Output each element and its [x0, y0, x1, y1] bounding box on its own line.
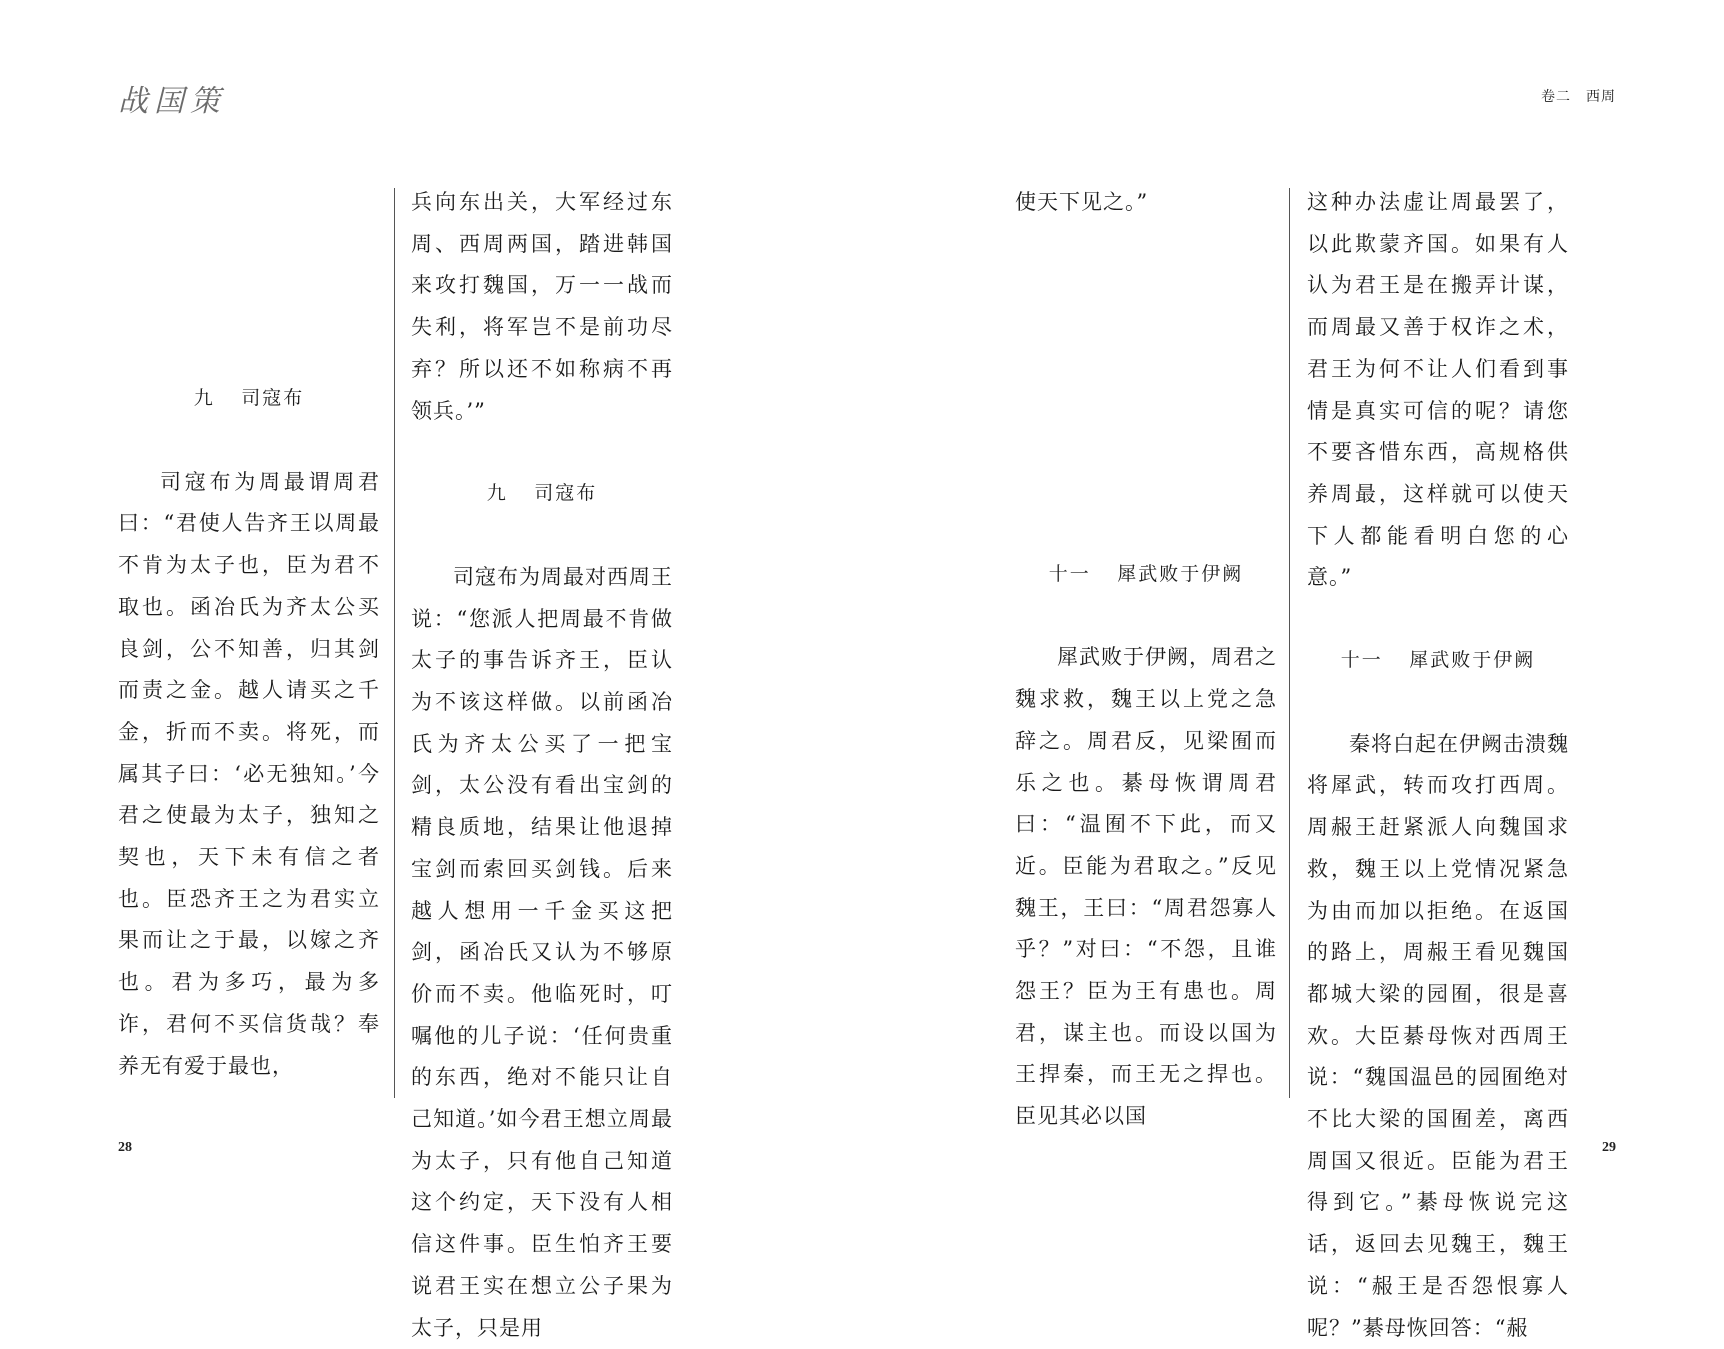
page-number-right: 29: [1602, 1140, 1616, 1155]
column-spacer: [1015, 224, 1277, 554]
translation-column-right: [1307, 182, 1569, 1349]
translation-paragraph: 司寇布为周最对西周王说：“您派人把周最不肯做太子的事告诉齐王，臣认为不该这样做。以前函冶氏为齐太公买了一把宝剑，太公没有看出宝剑的精良质地，结果让他退掉宝剑而索回买剑钱。后来越人想用一千金买这把剑，函冶氏又认为不够原价而不卖。他临死时，叮嘱他的儿子说：‘任何贵重的东西，绝对不能只让自己知道。’如今君王想立周最为太子，只有他自己知道这个约定，天下没有人相信这件事。臣生怕齐王要说君王实在想立公子果为太子，只是用: [411, 564, 673, 1340]
running-head: 卷二 西周: [1541, 89, 1616, 105]
original-continuation: 使天下见之。”: [1015, 190, 1149, 214]
section-heading: [411, 473, 673, 515]
original-text-column-right: [1015, 182, 1277, 1138]
translation-continuation: 这种办法虚让周最罢了，以此欺蒙齐国。如果有人认为君王是在搬弄计谋，而周最又善于权诈之术，君王为何不让人们看到事情是真实可信的呢？请您不要吝惜东西，高规格供养周最，这样就可以使天下人都能看明白您的心意。”: [1307, 190, 1569, 590]
section-heading: [1307, 640, 1569, 682]
column-divider-left-page: [394, 188, 395, 1098]
column-spacer: [118, 182, 380, 378]
original-paragraph: 司寇布为周最谓周君曰：“君使人告齐王以周最不肯为太子也，臣为君不取也。函冶氏为齐太公买良剑，公不知善，归其剑而责之金。越人请买之千金，折而不卖。将死，而属其子曰：‘必无独知。’今君之使最为太子，独知之契也，天下未有信之者也。臣恐齐王之为君实立果而让之于最，以嫁之齐也。君为多巧，最为多诈，君何不买信货哉？奉养无有爱于最也，: [118, 469, 380, 1078]
column-divider-right-page: [1289, 188, 1290, 1098]
heading-spacer: [1015, 595, 1277, 637]
section-number: 九: [193, 387, 215, 409]
section-title: 司寇布: [241, 387, 305, 409]
column-spacer: [1307, 599, 1569, 640]
section-title: 犀武败于伊阙: [1117, 562, 1244, 585]
section-title: 犀武败于伊阙: [1409, 649, 1536, 672]
heading-spacer: [118, 420, 380, 462]
translation-column-left: [411, 182, 673, 1349]
section-number: 九: [486, 482, 508, 505]
section-heading: [118, 378, 380, 420]
book-title: 战国策: [118, 84, 226, 119]
original-paragraph: 犀武败于伊阙，周君之魏求救，魏王以上党之急辞之。周君反，见梁囿而乐之也。綦母恢谓周君曰：“温囿不下此，而又近。臣能为君取之。”反见魏王，王曰：“周君怨寡人乎？”对曰：“不怨，且谁怨王？臣为王有患也。周君，谋主也。而设以国为王捍秦，而王无之捍也。臣见其必以国: [1015, 645, 1277, 1129]
section-number: 十一: [1048, 562, 1091, 585]
section-heading: [1015, 554, 1277, 596]
translation-paragraph: 秦将白起在伊阙击溃魏将犀武，转而攻打西周。周赧王赶紧派人向魏国求救，魏王以上党情况紧急为由而加以拒绝。在返国的路上，周赧王看见魏国都城大梁的园囿，很是喜欢。大臣綦母恢对西周王说：“魏国温邑的园囿绝对不比大梁的国囿差，离西周国又很近。臣能为君王得到它。”綦母恢说完这话，返回去见魏王，魏王说：“赧王是否怨恨寡人呢？”綦母恢回答：“赧: [1307, 731, 1569, 1340]
heading-spacer: [1307, 682, 1569, 724]
section-title: 司寇布: [534, 482, 598, 505]
heading-spacer: [411, 515, 673, 557]
page-number-left: 28: [118, 1140, 132, 1155]
section-number: 十一: [1340, 649, 1383, 672]
translation-continuation: 兵向东出关，大军经过东周、西周两国，踏进韩国来攻打魏国，万一一战而失利，将军岂不是前功尽弃？所以还不如称病不再领兵。’”: [411, 190, 673, 423]
original-text-column-left: [118, 182, 380, 1087]
column-spacer: [411, 432, 673, 473]
